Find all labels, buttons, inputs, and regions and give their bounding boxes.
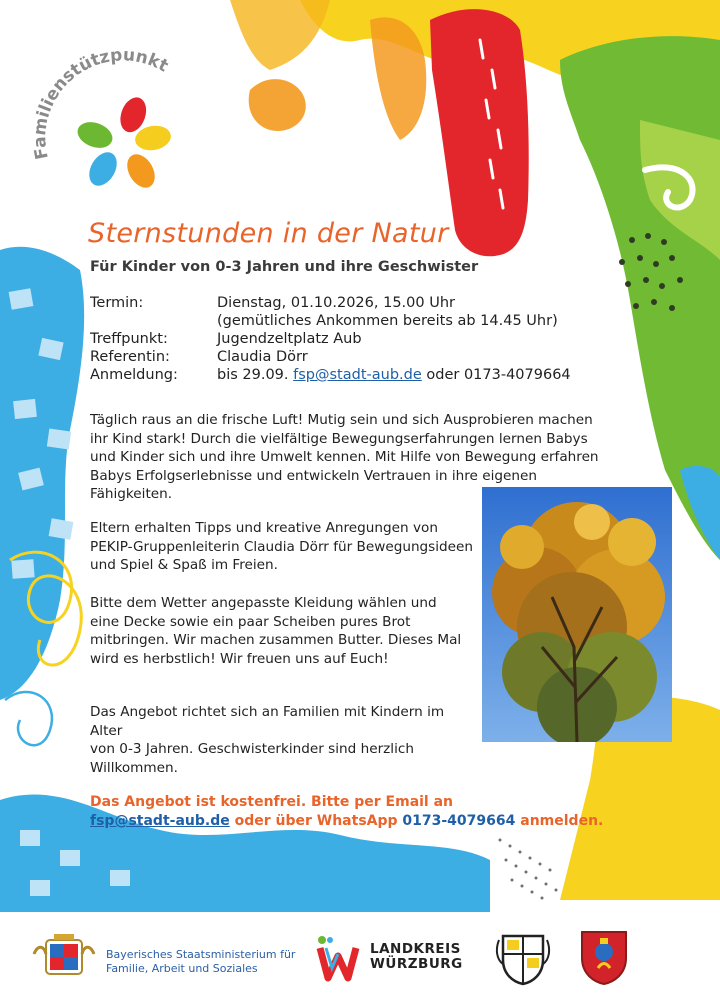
call-to-action <box>90 793 610 831</box>
ministry-line-2: Familie, Arbeit und Soziales <box>106 962 258 975</box>
treffpunkt-value: Jugendzeltplatz Aub <box>217 331 362 347</box>
cta-line-2 <box>90 812 610 831</box>
page-subtitle: Für Kinder von 0-3 Jahren und ihre Geschwister <box>90 259 479 275</box>
cta-middle: oder über WhatsApp <box>234 813 398 829</box>
paragraph-clothing: Bitte dem Wetter angepasste Kleidung wählen und eine Decke sowie ein paar Scheiben pures Brot mitbringen. Wir machen zusammen Butter. Dieses Mal wird es herbstlich! Wir freuen uns auf Euch! <box>90 595 462 667</box>
autumn-tree-image <box>482 487 672 742</box>
paragraph-intro: Täglich raus an die frische Luft! Mutig sein und sich Ausprobieren machen ihr Kind stark! Durch die vielfältige Bewegungserfahrungen lernen Babys und Kinder sich und ihre Umwelt kennen. Mit Hilfe von Bewegung erfahren Babys Erfolgserlebnisse und entwickeln Vertrauen in ihre eigenen Fähigkeiten. <box>90 412 599 502</box>
anmeldung-deadline: bis 29.09. <box>217 367 289 383</box>
landkreis-line-2: WÜRZBURG <box>370 956 463 972</box>
familienstuetzpunkt-logo <box>28 48 218 218</box>
aub-coat-of-arms-icon <box>495 930 551 986</box>
municipal-coat-of-arms-icon <box>578 928 630 986</box>
anmeldung-email-link[interactable]: fsp@stadt-aub.de <box>293 367 422 383</box>
logo-arc-text: Familienstützpunkt <box>30 48 172 162</box>
landkreis-line-1: LANDKREIS <box>370 941 461 957</box>
sponsor-footer <box>0 912 720 1000</box>
ministry-name <box>106 948 295 976</box>
cta-email-link[interactable]: fsp@stadt-aub.de <box>90 813 230 829</box>
bavarian-coat-of-arms-icon <box>32 934 96 980</box>
anmeldung-label: Anmeldung: <box>90 367 178 383</box>
landkreis-name <box>370 942 463 972</box>
anmeldung-value <box>217 366 571 384</box>
cta-end: anmelden. <box>520 813 604 829</box>
termin-note: (gemütliches Ankommen bereits ab 14.45 Uhr) <box>217 313 558 329</box>
paragraph-tips: Eltern erhalten Tipps und kreative Anregungen von PEKIP-Gruppenleiterin Claudia Dörr für Bewegungsideen und Spiel & Spaß im Freien. <box>90 520 474 573</box>
page-title: Sternstunden in der Natur <box>88 218 449 249</box>
paragraph-audience <box>90 703 470 777</box>
audience-line-2: von 0-3 Jahren. Geschwisterkinder sind herzlich Willkommen. <box>90 741 414 776</box>
referentin-label: Referentin: <box>90 349 170 365</box>
termin-value: Dienstag, 01.10.2026, 15.00 Uhr <box>217 295 455 311</box>
audience-line-1: Das Angebot richtet sich an Familien mit Kindern im Alter <box>90 704 445 739</box>
cta-line-1: Das Angebot ist kostenfrei. Bitte per Email an <box>90 794 454 810</box>
colorful-hands-icon <box>28 48 218 218</box>
referentin-value: Claudia Dörr <box>217 349 308 365</box>
anmeldung-phone: oder 0173-4079664 <box>426 367 571 383</box>
cta-phone[interactable]: 0173-4079664 <box>402 813 516 829</box>
treffpunkt-label: Treffpunkt: <box>90 331 168 347</box>
ministry-line-1: Bayerisches Staatsministerium für <box>106 948 296 961</box>
termin-label: Termin: <box>90 295 144 311</box>
